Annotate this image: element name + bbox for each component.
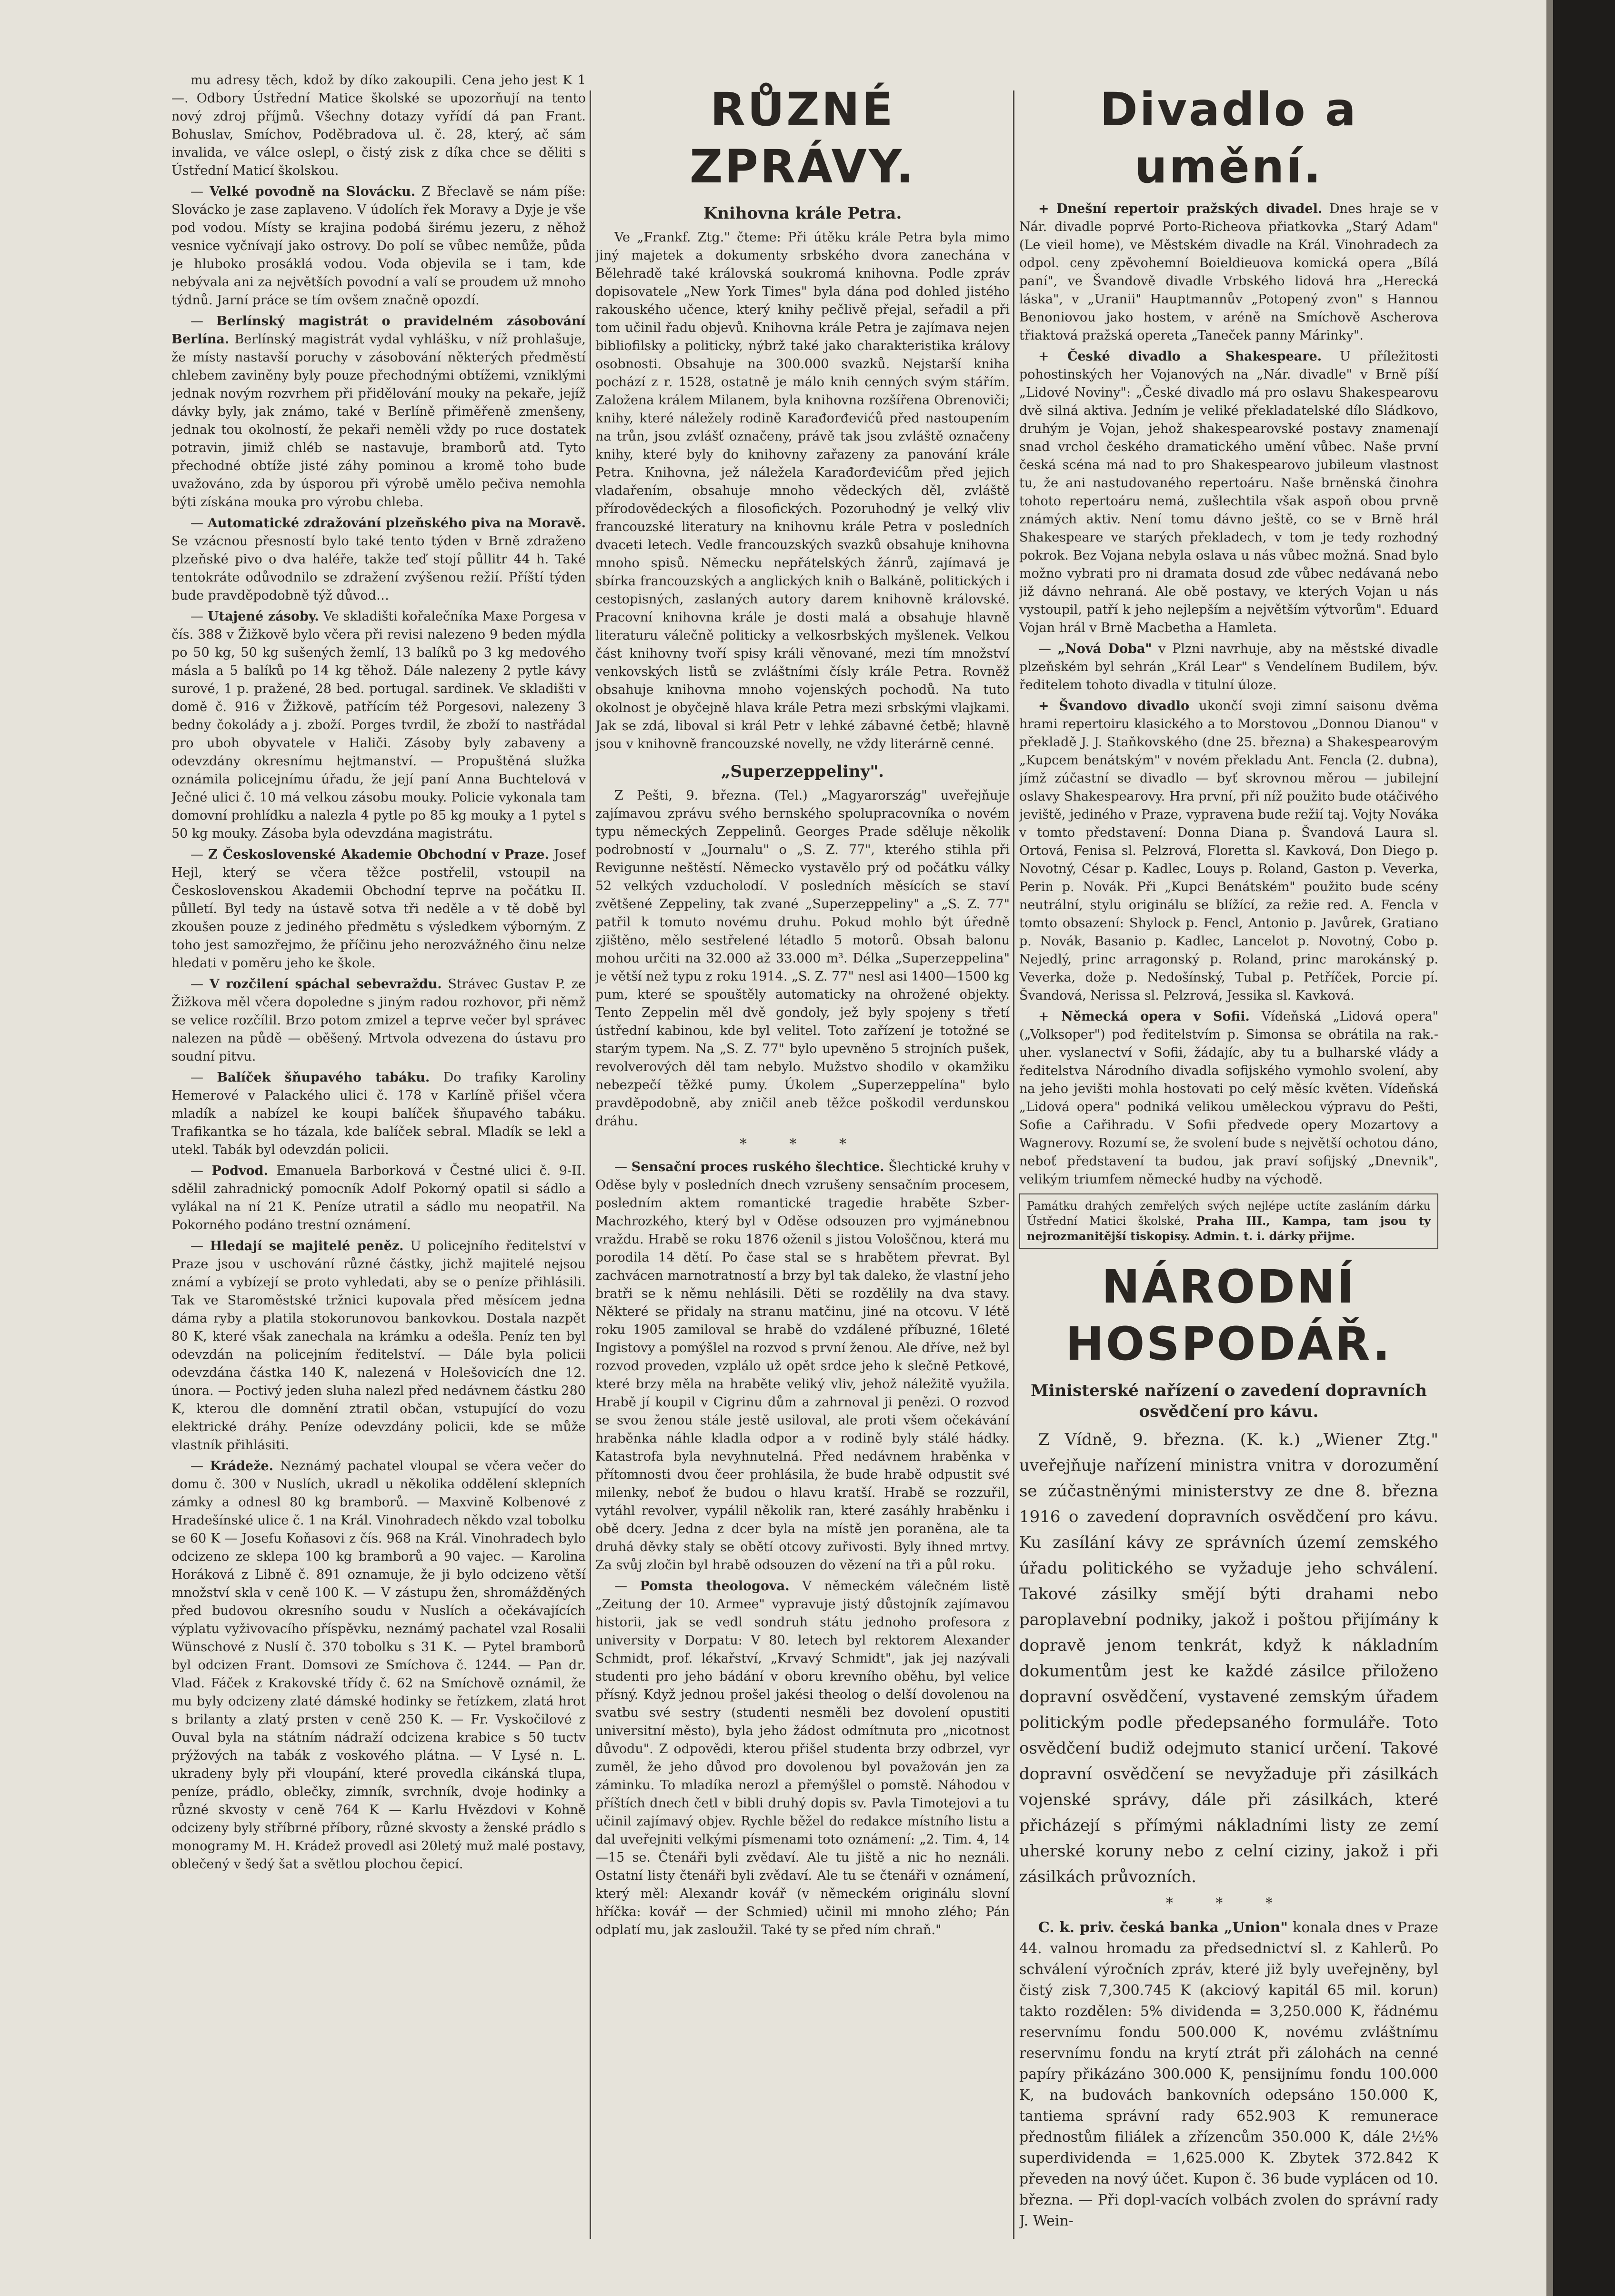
column-rule xyxy=(590,90,591,2239)
article-text: ukončí svoji zimní saisonu dvěma hrami repertoiru klasického a to Morstovou „Donnou Dianou" v překladě J. J. Staňkovského (dne 25. března) a Shakespearovým „Kupcem benátským" v novém překladu Ant. Fencla (2. dubna), jímž zúčastní se divadlo — byť skrovnou měrou — jubilejní oslavy Shakespearovy. Hra první, při níž použito bude otáčivého jeviště, jediného v Praze, vypravena bude režií taj. Vojty Nováka v tomto představení: Donna Diana p. Švandová Laura sl. Ortová, Fenisa sl. Pelzrová, Floretta sl. Kavková, Don Diego p. Novotný, César p. Kadlec, Louys p. Roland, Gaston p. Veverka, Perin p. Novák. Při „Kupci Benátském" použito bude scény neutrální, stylu originálu se blížící, za režie red. A. Fencla v tomto obsazení: Shylock p. Fencl, Antonio p. Javůrek, Gratiano p. Novák, Basanio p. Kadlec, Lancelot p. Novotný, Cobo p. Nejedlý, princ arragonský p. Roland, princ marokánský p. Veverka, dože p. Nedošínský, Tubal p. Petříček, Porcie pí. Švandová, Nerissa sl. Pelzrová, Jessika sl. Kavková. xyxy=(1019,699,1438,1003)
article-text: U policejního ředitelství v Praze jsou v uschování různé částky, jichž majitelé nejsou známí a vybízejí se proto vyhledati, aby se o peníze přihlásili. Tak ve Staroměstské tržnici kupovala před měsícem jedna dáma ryby a platila stokorunovou bankovkou. Dostala nazpět 80 K, které však zanechala na krámku a odešla. Peníz ten byl odevzdán na policejním ředitelství. — Dále byla policii odevzdána částka 140 K, nalezená v Holešovicích dne 12. února. — Poctivý jeden sluha nalezl před nedávnem částku 280 K, kterou dle domnění ztratil občan, vstupující do vozu elektrické dráhy. Peníze odevzdány policii, kde se může vlastník přihlásiti. xyxy=(171,1239,586,1453)
article-text: Do trafiky Karoliny Hemerové v Palackého ulici č. 178 v Karlíně přišel včera mladík a nabízel ke koupi balíček šňupavého tabáku. Trafikantka se ho tázala, kde balíček sebral. Mladík se lekl a utekl. Tabák byl odevzdán policii. xyxy=(171,1070,586,1157)
article-heading: + Německá opera v Sofii. xyxy=(1038,1009,1250,1024)
article-text: Dnes hraje se v Nár. divadle poprvé Porto-Richeova přiatkovka „Starý Adam" (Le vieil home), ve Městském divadle na Král. Vinohradech za odpol. ceny zpěvohemní Boieldieuova komická opera „Bílá paní", ve Švandově divadle Vrbského lidová hra „Herecká láska", v „Uranii" Hauptmannův „Potopený zvon" s Hannou Benoniovou jako hostem, v aréně na Smíchově Ascherova třiaktová pražská opereta „Taneček panny Márinky". xyxy=(1019,201,1438,343)
article-paragraph: — Podvod. Emanuela Barborková v Čestné ulici č. 9-II. sdělil zahradnický pomocník Adolf Pokorný opatil si sádlo a vylákal na ní 21 K. Peníze utratil a sádlo mu neopatřil. Na Pokorného podáno trestní oznámení. xyxy=(171,1163,586,1233)
article-heading: Z Československé Akademie Obchodní v Praze. xyxy=(208,847,549,862)
article-paragraph: — Utajené zásoby. Ve skladišti kořalečníka Maxe Porgesa v čís. 388 v Žižkově bylo včera při revisi nalezeno 9 beden mýdla po 50 kg, 50 kg sušených žemlí, 13 balíků po 3 kg medového másla a 5 balíků po 14 kg těhož. Dále nalezeny 2 pytle kávy surové, 1 p. pražené, 28 bed. portugal. sardinek. Ve skladišti v domě č. 916 v Žižkově, patřícím též Porgesovi, nalezeny 3 bedny čokolády a j. zboží. Porges tvrdil, že zboží to nastřádal pro uboh obyvatele v Haliči. Zásoby byly zabaveny a odevzdány okresnímu hejtmanství. — Propuštěná služka oznámila policejnímu úřadu, že její paní Anna Buchtelová v Ječné ulici č. 10 má velkou zásobu mouky. Policie vykonala tam domovní prohlídku a nalezla 4 pytle po 85 kg mouky a 1 pytel s 50 kg mouky. Zásoba byla odevzdána magistrátu. xyxy=(171,609,586,841)
article-paragraph: — Z Československé Akademie Obchodní v Praze. Josef Hejl, který se včera těžce postřelil, vstoupil na Československou Akademii Obchodní teprve na počátku II. půlletí. Byl tedy na ústavě sotva tři neděle a v tě době byl zkoušen pouze z jediného předmětu s výsledkem výborným. Z toho jest samozřejmo, že příčinu jeho nerozvážného činu nelze hledati v poměru jeho ke škole. xyxy=(171,847,586,971)
article-text: Se vzácnou přesností bylo také tento týden v Brně zdraženo plzeňské pivo o dva haléře, takže teď stojí půllitr 44 h. Také tentokráte odůvodnilo se zdražení zvýšenou režií. Příští týden bude pravděpodobně týž důvod… xyxy=(171,534,586,603)
separator-stars: * * * xyxy=(1165,1895,1292,1912)
article-paragraph: Ve „Frankf. Ztg." čteme: Při útěku krále Petra byla mimo jiný majetek a dokumenty srbského dvora zanechána v Bělehradě také královská soukromá knihovna. Podle zpráv dopisovatele „New York Times" byla dána pod dohled jistého rakouského učence, který knihy pečlivě přejal, seřadil a při tom učinil řadu objevů. Knihovna krále Petra je zajímava nejen bibliofilsky a politicky, nýbrž také jako charakteristika královy osobnosti. Obsahuje na 300.000 svazků. Nejstarší kniha pochází z r. 1528, ostatně je málo knih cenných svým stářím. Založena králem Milanem, byla knihovna rozšířena Obrenoviči; knihy, které náležely rodině Karađorđevićů před nastoupením na trůn, jsou zvlášť označeny, právě tak jsou zvláště označeny knihy, které byly do knihovny zařazeny za panování krále Petra. Knihovna, jež náležela Karađorđevićům před jejich vladařením, obsahuje mnoho vědeckých děl, zvláště přírodovědeckých a filosofických. Pozoruhodný je velký vliv francouzské literatury na knihovnu krále Petra v posledních dvaceti letech. Vedle francouzských svazků obsahuje knihovna mnoho spisů. Německu nepřátelských žánrů, zajímavá je sbírka francouzských a anglických knih o Balkáně, politických i cestopisných, zaslaných autory darem knihovně královské. Pracovní knihovna krále je dosti malá a obsahuje hlavně literaturu válečně politicky a velkosrbských myšlenek. Velkou část knihovny tvoří spisy králi věnované, mezi tím množství venkovských listů se zvláštními čísly krále Petra. Rovněž obsahuje knihovna mnoho vojenských pochodů. Na tuto okolnost je obyčejně hlava krále Petra mezi srbskými vlajkami. Jak se zdá, liboval si král Petr v lehké zábavné četbě; hlavně jsou v knihovně francouzské novelly, ne vždy literárně cenné. xyxy=(595,230,1010,752)
article-heading: „Nová Doba" xyxy=(1057,642,1152,656)
article-paragraph: — Krádeže. Neznámý pachatel vloupal se včera večer do domu č. 300 v Nuslích, ukradl u několika oddělení sklepních zámky a odnesl 80 kg bramborů. — Maxvině Kolbenové z Hradešínské ulice č. 1 na Král. Vinohradech někdo vzal tobolku se 60 K — Josefu Koňasovi z čís. 968 na Král. Vinohradech bylo odcizeno ze sklepa 100 kg bramborů a 90 vajec. — Karolina Horáková z Libně č. 891 oznamuje, že ji bylo odcizeno větší množství skla v ceně 100 K. — V zástupu žen, shromážděných před budovou okresního soudu v Nuslích a očekávajících výplatu vyživovacího příspěvku, neznámý pachatel vzal Rosalii Wünschové z Nuslí č. 370 tobolku s 31 K. — Pytel bramborů byl odcizen Frant. Domsovi ze Smíchova č. 1244. — Pan dr. Vlad. Fáček z Krakovské třídy č. 62 na Smíchově oznámil, že mu byly odcizeny zlaté dámské hodinky se řetízkem, zlatá hrot s brilanty a zlatý prsten v ceně 250 K. — Fr. Vyskočilové z Ouval byla na státním nádraží odcizena krabice s 50 tuctv prýžových na tabák z voskového plátna. — V Lysé n. L. ukradeny byly při vloupání, které provedla cikánská tlupa, peníze, prádlo, oblečky, zimník, svrchník, dvoje hodinky a různé skvosty v ceně 764 K — Karlu Hvězdovi v Kohně odcizeny byly stříbrné příbory, různé skvosty a ženské prádlo s monogramy M. H. Krádež provedl asi 20letý muž malé postavy, oblečený v šedý šat a světlou plochou čepicí. xyxy=(171,1459,586,1872)
article-heading: Hledají se majitelé peněz. xyxy=(210,1239,404,1253)
article-heading: + Dnešní repertoir pražských divadel. xyxy=(1038,201,1323,216)
article-title: „Superzeppeliny". xyxy=(721,762,884,781)
article-heading: Krádeže. xyxy=(210,1459,273,1474)
page-edge xyxy=(1546,0,1553,2296)
column-rule xyxy=(1013,90,1014,2239)
article-paragraph: — Sensační proces ruského šlechtice. Šlechtické kruhy v Oděse byly v posledních dnech vzrušeny sensačním procesem, posledním aktem romantické tragedie hraběte Szber-Machrozkého, který byl v Oděse odsouzen pro vyjmánebnou vraždu. Hrabě se roku 1876 oženil s jistou Vološčnou, která mu porodila 14 dětí. Po čase stal se s hrabětem převrat. Byl zachvácen marnotratností a brzy byl tak daleko, že vlastní jeho bratři se k němu nehlásili. Děti se rozdělily na dva stavy. Některé se přidaly na stranu matčinu, jiné na otcovu. V létě roku 1905 zamiloval se hrabě do vzdálené příbuzné, 16leté Ingistovy a pomýšlel na rozvod s první ženou. Ale dříve, než byl rozvod proveden, vzplálo už opět srdce jeho k slečně Petkové, které brzy měla na hraběte veliký vliv, jehož náležitě využila. Hrabě jí koupil v Cigrinu dům a zahrnoval ji penězi. O rozvod se svou ženou stále jestě usiloval, ale proti všem očekávání hraběnka náhle kladla odpor a v rodině byly stálé hádky. Katastrofa byla nevyhnutelná. Před nedávnem hraběnka v přítomnosti dvou čeer prohlásila, že bude hrabě odpustit své milenky, neboť že budou o hlavu kratší. Hrabě se rozzuřil, vytáhl revolver, vypálil několik ran, které zasáhly hraběnku i obě dcery. Jedna z dcer byla na místě jen poraněna, ale ta druhá děvky staly se obětí otcovy zuřivosti. Byly ihned mrtvy. Za svůj zločin byl hrabě odsouzen do vězení na tři a půl roku. xyxy=(595,1160,1010,1573)
article-text: v Plzni navrhuje, aby na městské divadle plzeňském byl sehrán „Král Lear" s Vendelínem Budilem, býv. ředitelem tohoto divadla v titulní úloze. xyxy=(1019,642,1438,692)
article-heading: + Švandovo divadlo xyxy=(1038,699,1190,713)
separator-stars: * * * xyxy=(739,1136,866,1153)
article-heading: Utajené zásoby. xyxy=(207,609,319,624)
article-text: Ve skladišti kořalečníka Maxe Porgesa v čís. 388 v Žižkově bylo včera při revisi nalezeno 9 beden mýdla po 50 kg, 50 kg sušených žemlí, 13 balíků po 3 kg medového másla a 5 balíků po 14 kg těhož. Dále nalezeny 2 pytle kávy surové, 1 p. pražené, 28 bed. portugal. sardinek. Ve skladišti v domě č. 916 v Žižkově, patřícím též Porgesovi, nalezeny 3 bedny čokolády a j. zboží. Porges tvrdil, že zboží to nastřádal pro uboh obyvatele v Haliči. Zásoby byly zabaveny a odevzdány okresnímu hejtmanství. — Propuštěná služka oznámila policejnímu úřadu, že její paní Anna Buchtelová v Ječné ulici č. 10 má velkou zásobu mouky. Policie vykonala tam domovní prohlídku a nalezla 4 pytle po 85 kg mouky a 1 pytel s 50 kg mouky. Zásoba byla odevzdána magistrátu. xyxy=(171,609,586,841)
article-text: Josef Hejl, který se včera těžce postřelil, vstoupil na Československou Akademii Obchodní teprve na počátku II. půlletí. Byl tedy na ústavě sotva tři neděle a v tě době byl zkoušen pouze z jediného předmětu s výsledkem výborným. Z toho jest samozřejmo, že příčinu jeho nerozvážného činu nelze hledati v poměru jeho ke škole. xyxy=(171,847,586,971)
section-title: Divadlo a umění. xyxy=(1100,83,1358,193)
article-heading: Pomsta theologova. xyxy=(640,1579,790,1594)
column-middle xyxy=(595,71,1010,2267)
article-paragraph: mu adresy těch, kdož by díko zakoupili. Cena jeho jest K 1—. Odbory Ústřední Matice školské se upozorňují na tento nový zdroj příjmů. Všechny dotazy vyřídí dá pan Frant. Bohuslav, Smíchov, Poděbradova ul. č. 28, který, ač sám invalida, ve válce oslepl, o čistý zisk z díka chce se děliti s Ústřední Maticí školskou. xyxy=(171,73,586,178)
column-right xyxy=(1019,71,1438,2267)
article-heading: Automatické zdražování plzeňského piva na Moravě. xyxy=(207,516,586,531)
article-text: Emanuela Barborková v Čestné ulici č. 9-II. sdělil zahradnický pomocník Adolf Pokorný opatil si sádlo a vylákal na ní 21 K. Peníze utratil a sádlo mu neopatřil. Na Pokorného podáno trestní oznámení. xyxy=(171,1163,586,1233)
article-heading: + České divadlo a Shakespeare. xyxy=(1038,349,1322,364)
article-paragraph: — Automatické zdražování plzeňského piva na Moravě. Se vzácnou přesností bylo také tento týden v Brně zdraženo plzeňské pivo o dva haléře, takže teď stojí půllitr 44 h. Také tentokráte odůvodnilo se zdražení zvýšenou režií. Příští týden bude pravděpodobně týž důvod… xyxy=(171,516,586,603)
article-text: konala dnes v Praze 44. valnou hromadu za předsednictví sl. z Kahlerů. Po schválení výročních zpráv, které již byly uveřejněny, byl čistý zisk 7,300.745 K (akciový kapitál 65 mil. korun) takto rozdělen: 5% dividenda = 3,250.000 K, řádnému reservnímu fondu 500.000 K, novému zvláštnímu reservnímu fondu na krytí ztrát při zálohách na cenné papíry přikázáno 300.000 K, pensijnímu fondu 100.000 K, na budovách bankovních odepsáno 150.000 K, tantiema správní rady 652.903 K remunerace přednostům filiálek a zřízencům 350.000 K, dále 2½% superdividenda = 1,625.000 K. Zbytek 372.842 K převeden na nový účet. Kupon č. 36 bude vyplácen od 10. března. — Při dopl-vacích volbách zvolen do správní rady J. Wein- xyxy=(1019,1919,1438,2229)
article-text: Šlechtické kruhy v Oděse byly v posledních dnech vzrušeny sensačním procesem, posledním aktem romantické tragedie hraběte Szber-Machrozkého, který byl v Oděse odsouzen pro vyjmánebnou vraždu. Hrabě se roku 1876 oženil s jistou Vološčnou, která mu porodila 14 dětí. Po čase stal se s hrabětem převrat. Byl zachvácen marnotratností a brzy byl tak daleko, že vlastní jeho bratři se k němu nehlásili. Děti se rozdělily na dva stavy. Některé se přidaly na stranu matčinu, jiné na otcovu. V létě roku 1905 zamiloval se hrabě do vzdálené příbuzné, 16leté Ingistovy a pomýšlel na rozvod s první ženou. Ale dříve, než byl rozvod proveden, vzplálo už opět srdce jeho k slečně Petkové, které brzy měla na hraběte veliký vliv, jehož náležitě využila. Hrabě jí koupil v Cigrinu dům a zahrnoval ji penězi. O rozvod se svou ženou stále jestě usiloval, ale proti všem očekávání hraběnka náhle kladla odpor a v rodině byly stálé hádky. Katastrofa byla nevyhnutelná. Před nedávnem hraběnka v přítomnosti dvou čeer prohlásila, že bude hrabě odpustit své milenky, neboť že budou o hlavu kratší. Hrabě se rozzuřil, vytáhl revolver, vypálil několik ran, které zasáhly hraběnku i obě dcery. Jedna z dcer byla na místě jen poraněna, ale ta druhá děvky staly se obětí otcovy zuřivosti. Byly ihned mrtvy. Za svůj zločin byl hrabě odsouzen do vězení na tři a půl roku. xyxy=(595,1160,1010,1573)
article-text: V německém válečném listě „Zeitung der 10. Armee" vypravuje jistý důstojník zajímavou historii, jak se vedl sondruh státu jednoho profesora z university v Dorpatu: V 80. letech byl rektorem Alexander Schmidt, prof. lékařství, „Krvavý Schmidt", jak jej nazývali studenti pro jeho bádání v oboru krevního oběhu, byl velice přísný. Když jednou prošel jakési theolog o delší dovolenou na svatbu své sestry (studenti nesměli bez dovolení opustiti universitní město), byla jeho žádost odmítnuta pro „nicotnost důvodu". Z odpovědi, kterou přišel studenta brzy odbrzel, vyr zuměl, že jeho důvod pro dovolenou byl považován jen za záminku. To mladíka nerozl a přemýšlel o pomstě. Náhodou v příštích dnech četl v bibli druhý dopis sv. Pavla Timotejovi a tu učinil zajímavý objev. Rychle běžel do redakce místního listu a dal uveřejniti velkými písmenami toto oznámení: „2. Tim. 4, 14—15 se. Čtenáři byli zvědaví. Ale tu jiště a nic ho neználi. Ostatní listy čtenáři byli zvědaví. Ale tu se čtenáři v oznámení, který měl: Alexandr kovář (v německém originálu slovní hříčka: kovář — der Schmied) učinil mi mnoho zlého; Pán odplatí mu, jak zasloužil. Také ty se před ním chraň." xyxy=(595,1579,1010,1937)
article-paragraph xyxy=(1019,1917,1438,2232)
article-paragraph: — „Nová Doba" v Plzni navrhuje, aby na městské divadle plzeňském byl sehrán „Král Lear" s Vendelínem Budilem, býv. ředitelem tohoto divadla v titulní úloze. xyxy=(1019,642,1438,692)
article-paragraph: — Pomsta theologova. V německém válečném listě „Zeitung der 10. Armee" vypravuje jistý důstojník zajímavou historii, jak se vedl sondruh státu jednoho profesora z university v Dorpatu: V 80. letech byl rektorem Alexander Schmidt, prof. lékařství, „Krvavý Schmidt", jak jej nazývali studenti pro jeho bádání v oboru krevního oběhu, byl velice přísný. Když jednou prošel jakési theolog o delší dovolenou na svatbu své sestry (studenti nesměli bez dovolení opustiti universitní město), byla jeho žádost odmítnuta pro „nicotnost důvodu". Z odpovědi, kterou přišel studenta brzy odbrzel, vyr zuměl, že jeho důvod pro dovolenou byl považován jen za záminku. To mladíka nerozl a přemýšlel o pomstě. Náhodou v příštích dnech četl v bibli druhý dopis sv. Pavla Timotejovi a tu učinil zajímavý objev. Rychle běžel do redakce místního listu a dal uveřejniti velkými písmenami toto oznámení: „2. Tim. 4, 14—15 se. Čtenáři byli zvědaví. Ale tu jiště a nic ho neználi. Ostatní listy čtenáři byli zvědaví. Ale tu se čtenáři v oznámení, který měl: Alexandr kovář (v německém originálu slovní hříčka: kovář — der Schmied) učinil mi mnoho zlého; Pán odplatí mu, jak zasloužil. Také ty se před ním chraň." xyxy=(595,1579,1010,1937)
article-text: Z Břeclavě se nám píše: Slovácko je zase zaplaveno. V údolích řek Moravy a Dyje je vše pod vodou. Místy se krajina podobá širému jezeru, z něhož vesnice vyčnívají jako ostrovy. Do polí se vůbec nemůže, půda je hluboko prosáklá vodou. Voda objevila se i tam, kde nebývala ani za největších povodní a valí se proudem už mnoho týdnů. Jarní práce se tím ovšem značně opozdí. xyxy=(171,184,586,308)
article-paragraph: — Velké povodně na Slovácku. Z Břeclavě se nám píše: Slovácko je zase zaplaveno. V údolích řek Moravy a Dyje je vše pod vodou. Místy se krajina podobá širému jezeru, z něhož vesnice vyčnívají jako ostrovy. Do polí se vůbec nemůže, půda je hluboko prosáklá vodou. Voda objevila se i tam, kde nebývala ani za největších povodní a valí se proudem už mnoho týdnů. Jarní práce se tím ovšem značně opozdí. xyxy=(171,184,586,308)
article-heading: Velké povodně na Slovácku. xyxy=(210,184,416,199)
binding-strip xyxy=(1553,0,1615,2296)
article-title: Knihovna krále Petra. xyxy=(703,204,902,223)
article-paragraph: Z Pešti, 9. března. (Tel.) „Magyarország" uveřejňuje zajímavou zprávu svého bernského spolupracovníka o novém typu německých Zeppelinů. Georges Prade sděluje několik podrobností v „Journalu" o „S. Z. 77", kterého stihla při Revigunne neštěstí. Německo vystavělo prý od počátku války 52 velkých vzducholodí. V posledních měsících se staví zvětšené Zeppeliny, tak zvané „Superzeppeliny" a „S. Z. 77" patřil k tomuto novému druhu. Pokud mohlo být úředně zjištěno, mělo sestřelené létadlo 5 motorů. Obsah balonu mohou určiti na 32.000 až 33.000 m³. Délka „Superzeppelina" je větší než typu z roku 1914. „S. Z. 77" nesl asi 1400—1500 kg pum, které se spouštěly automaticky na ohrožené objekty. Tento Zeppelin měl dvě gondoly, jež byly spojeny s třetí ústřední kabinou, kde byl velitel. Toto zařízení je totožné se starým typem. Na „S. Z. 77" bylo upevněno 5 strojních pušek, revolverových děl tam nebylo. Mužstvo shodilo v okamžiku nebezpečí těžké pumy. Úkolem „Superzeppelína" bylo pravděpodobně, aby zničil aneb těžce poškodil verdunskou dráhu. xyxy=(595,788,1010,1129)
article-text: Berlínský magistrát vydal vyhlášku, v níž prohlašuje, že místy nastavší poruchy v zásobování některých předměstí chlebem zaviněny byly pouze přechodnými obtížemi, vzniklými jednak novým rozvrhem při přidělování mouky na pekaře, jejíž dávky byly, jak známo, také v Berlíně přiměřeně zmenšeny, jednak tou okolností, že pekaři neměli vždy po ruce dostatek potravin, jimiž chléb se nastavuje, bramborů atd. Tyto přechodné obtíže jisté záhy pominou a kromě toho bude uvažováno, zda by úsporou při výrobě umělo pečiva nemohla býti získána mouka pro výrobu chleba. xyxy=(171,332,586,510)
article-heading: Podvod. xyxy=(211,1163,268,1178)
section-title: RŮZNÉ ZPRÁVY. xyxy=(689,83,916,193)
section-title: NÁRODNÍ HOSPODÁŘ. xyxy=(1065,1260,1392,1371)
article-heading: Balíček šňupavého tabáku. xyxy=(217,1070,430,1085)
article-heading: Sensační proces ruského šlechtice. xyxy=(631,1160,884,1174)
article-title: Ministerské nařízení o zavedení dopravních osvědčení pro kávu. xyxy=(1031,1381,1427,1421)
article-text: U příležitosti pohostinských her Vojanových na „Nár. divadle" v Brně píší „Lidové Noviny": „České divadlo má pro oslavu Shakespearovu dvě silná aktiva. Jedním je veliké překladatelské dílo Sládkovo, druhým je Vojan, jehož shakespearovské postavy znamenají snad vrchol českého dramatického umění vůbec. Naše první česká scéna má nad to pro Shakespearovo jubileum vlastnost tu, že ani nastudovaného repertoáru. Naše brněnská činohra tohoto repertoáru nemá, zušlechtila však aspoň obou prvně známých aktiv. Není tomu dávno ještě, co se v Brně hrál Shakespeare ve starých překladech, v tom je tedy rozhodný pokrok. Bez Vojana nebyla oslava u nás vůbec možná. Snad bylo možno vybrati pro ni dramata dosud zde vůbec nedávaná nebo již dávno nehraná. Ale obě postavy, ve kterých Vojan u nás vystoupil, patří k jeho nejlepším a největším výtvorům". Eduard Vojan hrál v Brně Macbetha a Hamleta. xyxy=(1019,349,1438,635)
article-heading: V rozčilení spáchal sebevraždu. xyxy=(209,977,442,992)
article-paragraph: Z Vídně, 9. března. (K. k.) „Wiener Ztg." uveřejňuje nařízení ministra vnitra v dorozumění se zúčastněnými ministerstvy ze dne 8. března 1916 o zavedení dopravních osvědčení pro kávu. Ku zasílání kávy ze správních území zemského úřadu politického se vyžaduje jeho schválení. Takové zásilky smějí býti drahami nebo paroplavební podniky, jakož i poštou přijímány k dopravě jenom tenkrát, když k nákladním dokumentům jest ke každé zásilce přiloženo dopravní osvědčení, vystavené zemským úřadem politickým podle předepsaného formuláře. Toto osvědčení budiž odejmuto stanicí určení. Takové dopravní osvědčení se nevyžaduje při zásilkách vojenské správy, dále při zásilkách, které přicházejí s přímými nákladními listy ze zemí uherské koruny nebo z celní ciziny, jakož i při zásilkách průvozních. xyxy=(1019,1430,1438,1886)
article-heading: C. k. priv. česká banka „Union" xyxy=(1038,1919,1288,1936)
notice-box: Památku drahých zemřelých svých nejlépe uctíte zasláním dárku Ústřední Matici školské, Praha III., Kampa, tam jsou ty nejrozmanitější tiskopisy. Admin. t. i. dárky přijme. xyxy=(1019,1193,1438,1249)
article-text: Vídeňská „Lidová opera" („Volksoper") pod ředitelstvím p. Simonsa se obrátila na rak.-uher. vyslanectví v Sofii, žádajíc, aby tu a bulharské vlády a ředitelstva Národního divadla sofijského vymohlo svolení, aby na jeho jevišti mohla hostovati po celý měsíc květen. Vídeňská „Lidová opera" podniká velikou uměleckou výpravu do Pešti, Sofie a Cařihradu. V Sofii předvede opery Mozartovy a Wagnerovy. Rozumí se, že svolení bude s největší ochotou dáno, neboť představení ta budou, jak praví sofijský „Dnevnik", velikým triumfem německé hudby na východě. xyxy=(1019,1009,1438,1187)
article-paragraph: — V rozčilení spáchal sebevraždu. Strávec Gustav P. ze Žižkova měl včera dopoledne s jiným radou rozhovor, při němž se velice rozčílil. Brzo potom zmizel a teprve večer byl správec nalezen na půdě — oběšený. Mrtvola odvezena do ústavu pro soudní pitvu. xyxy=(171,977,586,1064)
article-paragraph xyxy=(1019,348,1438,637)
article-text: Strávec Gustav P. ze Žižkova měl včera dopoledne s jiným radou rozhovor, při němž se velice rozčílil. Brzo potom zmizel a teprve večer byl správec nalezen na půdě — oběšený. Mrtvola odvezena do ústavu pro soudní pitvu. xyxy=(171,977,586,1064)
article-paragraph xyxy=(1019,1008,1438,1189)
article-paragraph: — Balíček šňupavého tabáku. Do trafiky Karoliny Hemerové v Palackého ulici č. 178 v Karlíně přišel včera mladík a nabízel ke koupi balíček šňupavého tabáku. Trafikantka se ho tázala, kde balíček sebral. Mladík se lekl a utekl. Tabák byl odevzdán policii. xyxy=(171,1070,586,1157)
notice-text: Památku drahých zemřelých svých nejlépe uctíte zasláním dárku Ústřední Matici školské xyxy=(1027,1199,1431,1228)
article-paragraph: — Berlínský magistrát o pravidelném zásobování Berlína. Berlínský magistrát vydal vyhlášku, v níž prohlašuje, že místy nastavší poruchy v zásobování některých předměstí chlebem zaviněny byly pouze přechodnými obtížemi, vzniklými jednak novým rozvrhem při přidělování mouky na pekaře, jejíž dávky byly, jak známo, také v Berlíně přiměřeně zmenšeny, jednak tou okolností, že pekaři neměli vždy po ruce dostatek potravin, jimiž chléb se nastavuje, bramborů atd. Tyto přechodné obtíže jisté záhy pominou a kromě toho bude uvažováno, zda by úsporou při výrobě umělo pečiva nemohla býti získána mouka pro výrobu chleba. xyxy=(171,314,586,510)
article-text: Neznámý pachatel vloupal se včera večer do domu č. 300 v Nuslích, ukradl u několika oddělení sklepních zámky a odnesl 80 kg bramborů. — Maxvině Kolbenové z Hradešínské ulice č. 1 na Král. Vinohradech někdo vzal tobolku se 60 K — Josefu Koňasovi z čís. 968 na Král. Vinohradech bylo odcizeno ze sklepa 100 kg bramborů a 90 vajec. — Karolina Horáková z Libně č. 891 oznamuje, že ji bylo odcizeno větší množství skla v ceně 100 K. — V zástupu žen, shromážděných před budovou okresního soudu v Nuslích a očekávajících výplatu vyživovacího příspěvku, neznámý pachatel vzal Rosalii Wünschové z Nuslí č. 370 tobolku s 31 K. — Pytel bramborů byl odcizen Frant. Domsovi ze Smíchova č. 1244. — Pan dr. Vlad. Fáček z Krakovské třídy č. 62 na Smíchově oznámil, že mu byly odcizeny zlaté dámské hodinky se řetízkem, zlatá hrot s brilanty a zlatý prsten v ceně 250 K. — Fr. Vyskočilové z Ouval byla na státním nádraží odcizena krabice s 50 tuctv prýžových na tabák z voskového plátna. — V Lysé n. L. ukradeny byly při vloupání, které provedla cikánská tlupa, peníze, prádlo, oblečky, zimník, svrchník, dvoje hodinky a různé skvosty v ceně 764 K — Karlu Hvězdovi v Kohně odcizeny byly stříbrné příbory, různé skvosty a ženské prádlo s monogramy M. H. Krádež provedl asi 20letý muž malé postavy, oblečený v šedý šat a světlou plochou čepicí. xyxy=(171,1459,586,1872)
article-paragraph xyxy=(1019,697,1438,1005)
notice-text-bold: Praha III., Kampa, tam jsou ty nejrozmanitější tiskopisy. Admin. t. i. dárky přijme. xyxy=(1027,1214,1431,1243)
article-paragraph xyxy=(1019,200,1438,345)
article-paragraph: — Hledají se majitelé peněz. U policejního ředitelství v Praze jsou v uschování různé částky, jichž majitelé nejsou známí a vybízejí se proto vyhledati, aby se o peníze přihlásili. Tak ve Staroměstské tržnici kupovala před měsícem jedna dáma ryby a platila stokorunovou bankovkou. Dostala nazpět 80 K, které však zanechala na krámku a odešla. Peníz ten byl odevzdán na policejním ředitelství. — Dále byla policii odevzdána částka 140 K, nalezená v Holešovicích dne 12. února. — Poctivý jeden sluha nalezl před nedávnem částku 280 K, kterou dle domnění ztratil občan, vstupující do vozu elektrické dráhy. Peníze odevzdány policii, kde se může vlastník přihlásiti. xyxy=(171,1239,586,1453)
column-left xyxy=(171,71,586,2267)
article-heading: Berlínský magistrát o pravidelném zásobování Berlína. xyxy=(171,314,586,347)
